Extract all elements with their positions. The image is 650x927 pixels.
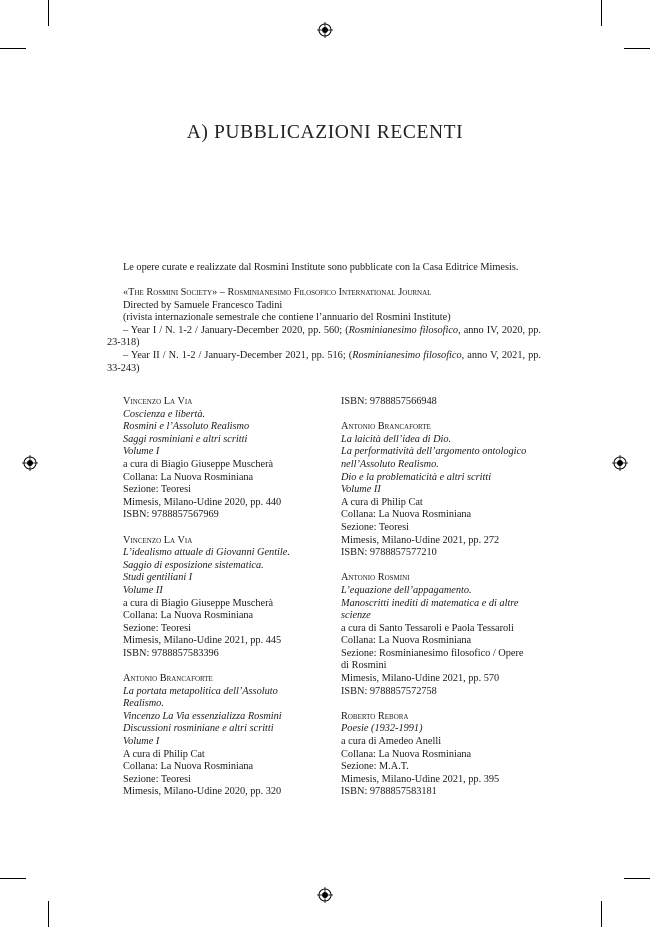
book-entry [123,673,329,799]
book-detail-line: Sezione: Teoresi [341,521,410,533]
year-1-italic: Rosminianesimo filosofico [348,324,459,336]
book-author: Antonio Rosmini [341,572,410,584]
crop-mark [601,901,602,927]
book-title-line: La performatività dell’argomento ontologico [341,446,527,458]
book-author: Vincenzo La Via [123,396,193,407]
book-author: Vincenzo La Via [123,534,193,546]
crop-mark [0,48,26,49]
crop-mark [0,878,26,879]
book-entry [341,572,549,698]
book-detail-line: ISBN: 9788857566948 [341,396,437,407]
book-detail-line: ISBN: 9788857572758 [341,685,437,697]
book-detail-line: Mimesis, Milano-Udine 2021, pp. 395 [341,773,500,785]
book-author: Roberto Rebora [341,710,409,722]
journal-block [107,287,541,375]
book-author: Antonio Brancaforte [341,421,431,433]
registration-mark-icon [317,887,333,903]
book-detail-line: A cura di Philip Cat [123,748,205,760]
book-detail-line: Mimesis, Milano-Udine 2020, pp. 440 [123,496,282,508]
journal-year-1 [107,325,541,350]
book-detail-line: a cura di Santo Tessaroli e Paola Tessaroli [341,622,514,634]
book-entry [123,535,329,661]
book-detail-line: Collana: La Nuova Rosminiana [123,761,254,773]
book-detail-line: Mimesis, Milano-Udine 2021, pp. 445 [123,635,282,647]
journal-title [107,287,541,300]
book-detail-line: ISBN: 9788857577210 [341,547,437,559]
journal-title-text: «The Rosmini Society» – Rosminianesimo Filosofico International Journal [123,287,432,298]
book-title-line: Poesie (1932-1991) [341,723,423,735]
book-title-line: Volume II [341,484,381,496]
book-title-line: Manoscritti inediti di matematica e di altre [341,597,519,609]
year-2-text: – Year II / N. 1-2 / January-December 2021, pp. 516; ( [123,349,353,361]
registration-mark-icon [317,22,333,38]
page-title: A) PUBBLICAZIONI RECENTI [186,122,464,143]
crop-mark [624,48,650,49]
book-title-line: nell’Assoluto Realismo. [341,458,439,470]
registration-mark-icon [612,455,628,471]
book-title-line: Rosmini e l’Assoluto Realismo [123,421,250,433]
left-column [123,396,329,812]
book-title-line: Coscienza e libertà. [123,408,206,420]
book-title-line: Volume I [123,736,160,748]
book-detail-line: Sezione: Teoresi [123,622,192,634]
book-detail-line: Sezione: M.A.T. [341,761,409,773]
registration-mark-icon [22,455,38,471]
book-entry [341,711,549,799]
book-title-line: Discussioni rosminiane e altri scritti [123,723,274,735]
book-title-line: Saggio di esposizione sistematica. [123,559,264,571]
book-detail-line: ISBN: 9788857567969 [123,509,219,521]
crop-mark [624,878,650,879]
year-2-italic: Rosminianesimo filosofico [352,349,462,361]
book-title-line: La portata metapolitica dell’Assoluto [123,685,278,697]
right-column [341,396,549,812]
book-title-line: Volume II [123,584,163,596]
book-detail-line: a cura di Biagio Giuseppe Muscherà [123,597,274,609]
book-entry [341,396,549,409]
book-title-line: scienze [341,610,371,622]
book-title-line: Dio e la problematicità e altri scritti [341,471,492,483]
year-1-text: – Year I / N. 1-2 / January-December 2020, pp. 560; ( [123,324,349,336]
journal-director: Directed by Samuele Francesco Tadini [123,299,283,311]
crop-mark [48,901,49,927]
book-detail-line: Collana: La Nuova Rosminiana [341,748,472,760]
year-2-tail: , anno V, 2021, pp. 33-243) [107,349,541,374]
book-detail-line: a cura di Biagio Giuseppe Muscherà [123,458,274,470]
book-detail-line: di Rosmini [341,660,387,672]
crop-mark [48,0,49,26]
book-title-line: Vincenzo La Via essenzializza Rosmini [123,710,282,722]
book-detail-line: Mimesis, Milano-Udine 2021, pp. 272 [341,534,500,546]
year-1-tail: , anno IV, 2020, pp. 23-318) [107,324,541,349]
book-entry [341,421,549,560]
book-detail-line: Collana: La Nuova Rosminiana [341,635,472,647]
book-detail-line: A cura di Philip Cat [341,496,423,508]
book-detail-line: Collana: La Nuova Rosminiana [123,610,254,622]
journal-note: (rivista internazionale semestrale che contiene l’annuario del Rosmini Institute) [123,312,451,324]
book-detail-line: Sezione: Teoresi [123,484,192,496]
book-title-line: La laicità dell’idea di Dio. [341,433,452,445]
book-title-line: Realismo. [123,698,164,710]
book-detail-line: ISBN: 9788857583181 [341,786,437,798]
book-title-line: Studi gentiliani I [123,572,193,584]
crop-mark [601,0,602,26]
book-detail-line: a cura di Amedeo Anelli [341,736,442,748]
book-author: Antonio Brancaforte [123,673,213,685]
book-detail-line: Collana: La Nuova Rosminiana [341,509,472,521]
book-detail-line: Sezione: Teoresi [123,773,192,785]
intro-text: Le opere curate e realizzate dal Rosmini Institute sono pubblicate con la Casa Editrice Mimesis. [123,262,519,273]
book-detail-line: ISBN: 9788857583396 [123,647,219,659]
book-title-line: L’idealismo attuale di Giovanni Gentile. [123,547,290,559]
book-title-line: Saggi rosminiani e altri scritti [123,433,248,445]
journal-year-2 [107,350,541,375]
book-title-line: L’equazione dell’appagamento. [341,584,472,596]
book-title-line: Volume I [123,446,160,458]
book-entry [123,396,329,522]
book-detail-line: Sezione: Rosminianesimo filosofico / Opere [341,647,524,659]
book-detail-line: Collana: La Nuova Rosminiana [123,471,254,483]
intro-line [123,262,543,275]
book-detail-line: Mimesis, Milano-Udine 2020, pp. 320 [123,786,282,798]
book-detail-line: Mimesis, Milano-Udine 2021, pp. 570 [341,673,500,685]
